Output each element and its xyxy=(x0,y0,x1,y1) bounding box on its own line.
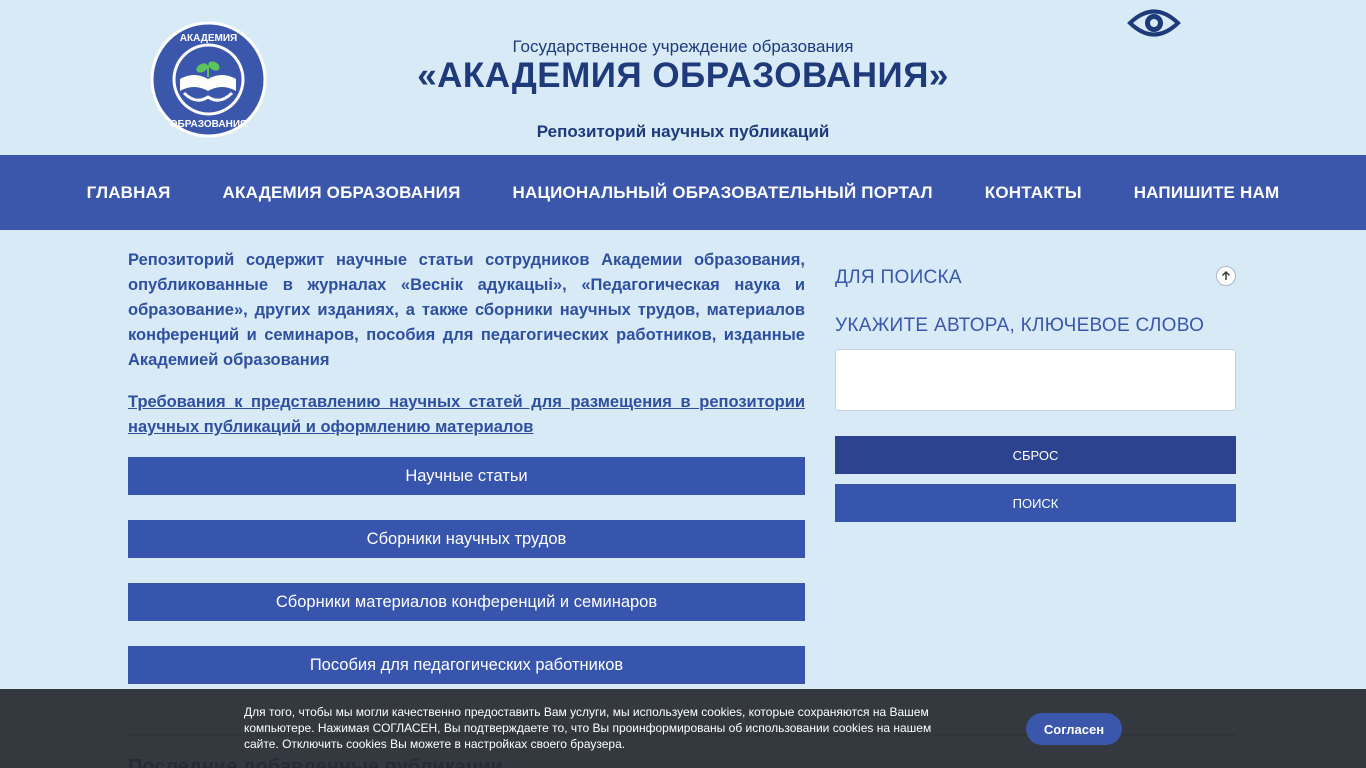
main-nav xyxy=(0,155,1366,230)
category-proceedings-button[interactable]: Сборники научных трудов xyxy=(128,520,805,558)
nav-item-write-us[interactable]: НАПИШИТЕ НАМ xyxy=(1133,182,1280,202)
cookie-agree-button[interactable]: Согласен xyxy=(1026,713,1122,745)
site-header xyxy=(0,0,1366,155)
cookie-banner xyxy=(0,689,1366,768)
category-manuals-button[interactable]: Пособия для педагогических работников xyxy=(128,646,805,684)
cookie-text: Для того, чтобы мы могли качественно предоставить Вам услуги, мы используем cookies, которые сохраняются на Вашем компьютере. Нажимая СОГЛАСЕН, Вы подтверждаете то, что Вы проинформированы об использовании cookies на нашем сайте. Отключить cookies Вы можете в настройках своего браузера. xyxy=(244,705,932,751)
search-panel-title: ДЛЯ ПОИСКА xyxy=(835,267,962,288)
repository-subtitle: Репозиторий научных публикаций xyxy=(536,122,830,141)
org-line: Государственное учреждение образования xyxy=(512,37,854,56)
search-button[interactable]: ПОИСК xyxy=(835,484,1236,522)
eye-icon[interactable] xyxy=(1127,6,1181,40)
nav-item-academy[interactable]: АКАДЕМИЯ ОБРАЗОВАНИЯ xyxy=(222,182,461,202)
search-field-label: УКАЖИТЕ АВТОРА, КЛЮЧЕВОЕ СЛОВО xyxy=(835,315,1205,336)
nav-item-home[interactable]: ГЛАВНАЯ xyxy=(86,182,171,202)
nav-item-contacts[interactable]: КОНТАКТЫ xyxy=(984,182,1082,202)
nav-item-portal[interactable]: НАЦИОНАЛЬНЫЙ ОБРАЗОВАТЕЛЬНЫЙ ПОРТАЛ xyxy=(512,182,933,202)
svg-text:ОБРАЗОВАНИЯ: ОБРАЗОВАНИЯ xyxy=(169,119,248,130)
requirements-link[interactable]: Требования к представлению научных статей для размещения в репозитории научных публикаций и оформлению материалов xyxy=(128,393,805,436)
category-articles-button[interactable]: Научные статьи xyxy=(128,457,805,495)
category-conferences-button[interactable]: Сборники материалов конференций и семинаров xyxy=(128,583,805,621)
org-name: «АКАДЕМИЯ ОБРАЗОВАНИЯ» xyxy=(417,56,949,95)
intro-text: Репозиторий содержит научные статьи сотрудников Академии образования, опубликованные в журналах «Веснік адукацыі», «Педагогическая наука и образование», других изданиях, а также сборники научных трудов, материалов конференций и семинаров, пособия для педагогических работников, изданные Академией образования xyxy=(128,251,805,369)
search-input[interactable] xyxy=(835,349,1236,411)
svg-text:АКАДЕМИЯ: АКАДЕМИЯ xyxy=(179,33,238,44)
collapse-arrow-up-icon[interactable] xyxy=(1216,266,1236,286)
reset-button[interactable]: СБРОС xyxy=(835,436,1236,474)
